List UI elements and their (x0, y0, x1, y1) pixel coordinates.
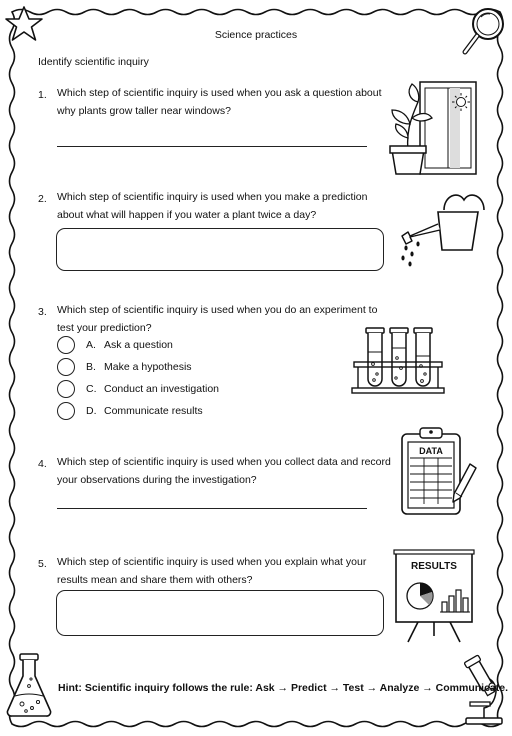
answer-line[interactable] (57, 508, 367, 509)
option-letter: B. (86, 361, 96, 373)
question-number: 2. (38, 193, 47, 205)
question-text: Which step of scientific inquiry is used when you explain what your results mean and share them with others? (57, 556, 367, 586)
option-a[interactable] (57, 334, 219, 356)
test-tubes-icon (352, 322, 444, 394)
option-b[interactable] (57, 356, 219, 378)
flask-icon (4, 652, 56, 722)
option-text: Make a hypothesis (104, 361, 192, 373)
question-number: 1. (38, 89, 47, 101)
question-text: Which step of scientific inquiry is used when you do an experiment to test your prediction? (57, 304, 378, 334)
option-text: Communicate results (104, 405, 203, 417)
option-letter: D. (86, 405, 97, 417)
board-label: RESULTS (411, 561, 457, 572)
plant-window-illustration (388, 78, 483, 182)
answer-line[interactable] (57, 146, 367, 147)
option-text: Conduct an investigation (104, 383, 219, 395)
radio-circle[interactable] (57, 402, 75, 420)
watering-can-icon (398, 192, 488, 270)
question-number: 4. (38, 458, 47, 470)
radio-circle[interactable] (57, 358, 75, 376)
section-heading: Identify scientific inquiry (38, 56, 149, 68)
option-c[interactable] (57, 378, 219, 400)
question-text: Which step of scientific inquiry is used when you ask a question about why plants grow taller near windows? (57, 87, 382, 117)
question-number: 5. (38, 558, 47, 570)
answer-options (57, 334, 219, 422)
option-text: Ask a question (104, 339, 173, 351)
hint-text: Hint: Scientific inquiry follows the rule: Ask → Predict → Test → Analyze → Communicate. (58, 682, 509, 694)
option-letter: C. (86, 383, 97, 395)
answer-box[interactable] (56, 590, 384, 636)
answer-box[interactable] (56, 228, 384, 271)
question-number: 3. (38, 306, 47, 318)
option-d[interactable] (57, 400, 219, 422)
question-text: Which step of scientific inquiry is used when you make a prediction about what will happen if you water a plant twice a day? (57, 191, 368, 221)
radio-circle[interactable] (57, 336, 75, 354)
data-clipboard-icon (396, 426, 478, 520)
clipboard-label: DATA (419, 446, 443, 456)
results-board-icon (394, 548, 476, 644)
page-title: Science practices (214, 29, 298, 41)
option-letter: A. (86, 339, 96, 351)
radio-circle[interactable] (57, 380, 75, 398)
question-text: Which step of scientific inquiry is used when you collect data and record your observations during the investigation? (57, 456, 391, 486)
